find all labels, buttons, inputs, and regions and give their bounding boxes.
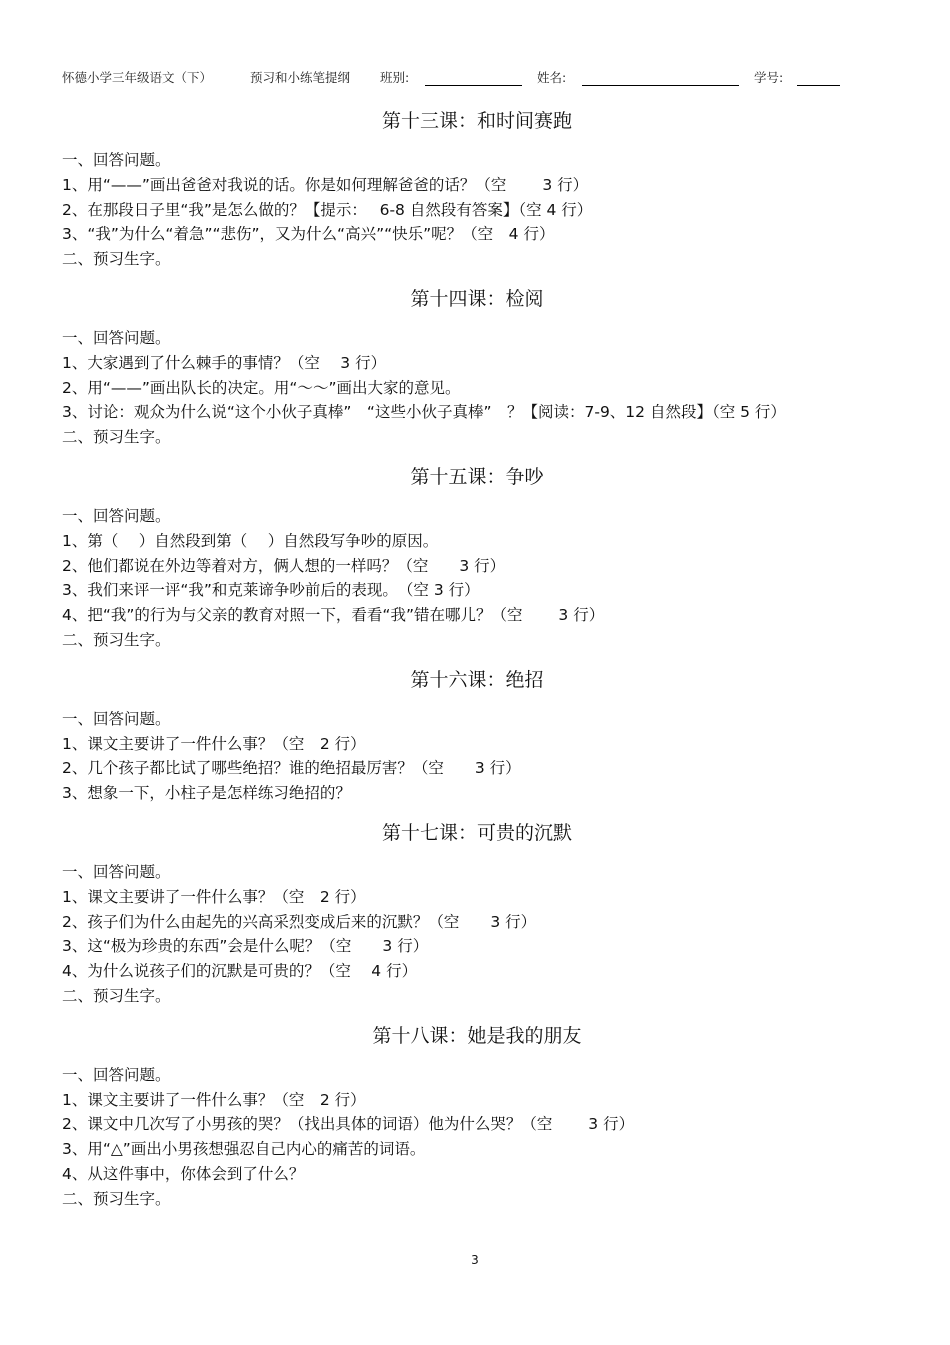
question-line: 1、用“——”画出爸爸对我说的话。你是如何理解爸爸的话？（空 3 行） (62, 175, 589, 194)
question-line: 3、这“极为珍贵的东西”会是什么呢？（空 3 行） (62, 937, 429, 956)
question-line: 一、回答问题。 (62, 709, 171, 728)
question-line: 4、为什么说孩子们的沉默是可贵的？（空 4 行） (62, 962, 418, 981)
question-line: 2、孩子们为什么由起先的兴高采烈变成后来的沉默？（空 3 行） (62, 912, 537, 931)
number-label: 学号: (754, 70, 784, 85)
question-line: 二、预习生字。 (62, 1189, 171, 1208)
question-line: 3、想象一下，小柱子是怎样练习绝招的？ (62, 784, 351, 803)
lesson-title: 第十五课：争吵 (410, 465, 544, 488)
lesson-list (62, 108, 892, 1226)
lesson-section (62, 108, 892, 272)
class-label: 班别: (380, 70, 410, 85)
lesson-title: 第十八课：她是我的朋友 (372, 1024, 582, 1047)
question-line: 2、他们都说在外边等着对方，俩人想的一样吗？（空 3 行） (62, 556, 506, 575)
name-label: 姓名: (537, 70, 567, 85)
question-line: 一、回答问题。 (62, 1065, 171, 1084)
school-name: 怀德小学三年级语文（下） (62, 70, 213, 85)
class-blank[interactable] (425, 85, 522, 86)
page-header (62, 68, 862, 90)
question-line: 一、回答问题。 (62, 151, 171, 169)
lesson-title: 第十七课：可贵的沉默 (381, 821, 572, 844)
lesson-section (62, 1023, 892, 1212)
document-title: 预习和小练笔提纲 (250, 70, 351, 85)
question-line: 2、几个孩子都比试了哪些绝招？谁的绝招最厉害？（空 3 行） (62, 759, 521, 778)
number-blank[interactable] (797, 85, 840, 86)
page-number: 3 (471, 1253, 479, 1267)
question-line: 二、预习生字。 (62, 428, 171, 447)
question-line: 二、预习生字。 (62, 630, 171, 649)
question-line: 一、回答问题。 (62, 862, 171, 881)
question-line: 1、课文主要讲了一件什么事？（空 2 行） (62, 734, 366, 753)
question-line: 二、预习生字。 (62, 986, 171, 1005)
question-line: 3、用“△”画出小男孩想强忍自己内心的痛苦的词语。 (62, 1140, 426, 1159)
question-line: 1、课文主要讲了一件什么事？（空 2 行） (62, 887, 366, 906)
question-line: 4、把“我”的行为与父亲的教育对照一下，看看“我”错在哪儿？（空 3 行） (62, 606, 605, 625)
question-line: 4、从这件事中，你体会到了什么？ (62, 1164, 305, 1183)
question-line: 1、大家遇到了什么棘手的事情？（空 3 行） (62, 353, 387, 372)
lesson-section (62, 464, 892, 653)
question-line: 一、回答问题。 (62, 328, 171, 347)
question-line: 1、课文主要讲了一件什么事？（空 2 行） (62, 1090, 366, 1109)
question-line: 一、回答问题。 (62, 506, 171, 525)
question-line: 2、课文中几次写了小男孩的哭？（找出具体的词语）他为什么哭？（空 3 行） (62, 1115, 635, 1134)
question-line: 2、在那段日子里“我”是怎么做的？【提示： 6-8 自然段有答案】（空 4 行） (62, 200, 593, 219)
question-line: 3、“我”为什么“着急”“悲伤”，又为什么“高兴”“快乐”呢？（空 4 行） (62, 225, 555, 244)
lesson-title: 第十六课：绝招 (410, 668, 544, 691)
lesson-title: 第十三课：和时间赛跑 (381, 110, 572, 132)
question-line: 3、讨论：观众为什么说“这个小伙子真棒” “这些小伙子真棒” ？【阅读：7-9、12 自然段】（空 5 行） (62, 403, 786, 422)
lesson-section (62, 667, 892, 806)
lesson-section (62, 286, 892, 450)
question-line: 1、第（ ）自然段到第（ ）自然段写争吵的原因。 (62, 531, 439, 550)
lesson-section (62, 820, 892, 1009)
name-blank[interactable] (582, 85, 739, 86)
question-line: 2、用“——”画出队长的决定。用“～～”画出大家的意见。 (62, 378, 461, 397)
lesson-title: 第十四课：检阅 (410, 287, 544, 310)
question-line: 二、预习生字。 (62, 250, 171, 269)
question-line: 3、我们来评一评“我”和克莱谛争吵前后的表现。 （空 3 行） (62, 581, 480, 600)
